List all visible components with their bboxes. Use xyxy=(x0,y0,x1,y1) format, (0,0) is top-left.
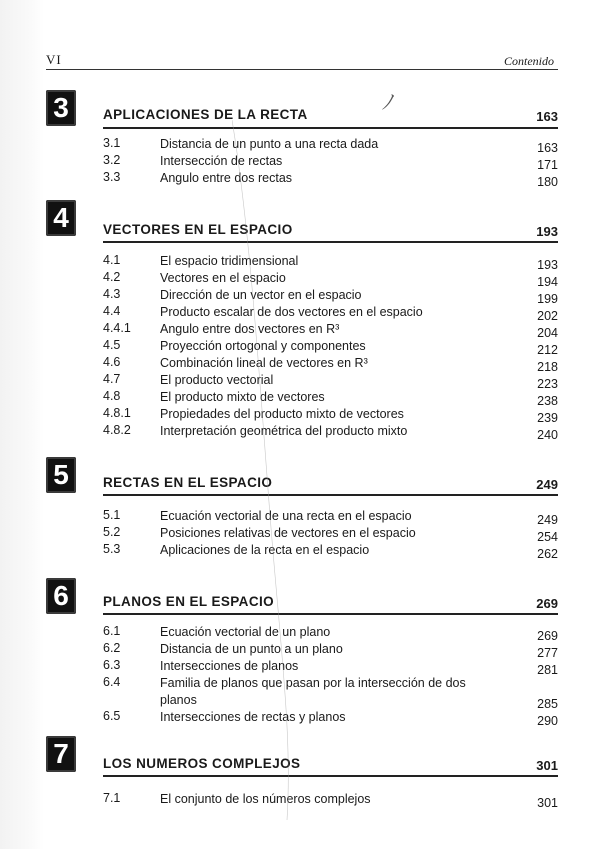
entry-number: 6.2 xyxy=(103,641,121,655)
entry-number: 4.7 xyxy=(103,372,121,386)
entry-title: Dirección de un vector en el espacio xyxy=(160,288,362,302)
entry-page: 212 xyxy=(537,343,558,357)
chapter-page: 269 xyxy=(536,596,558,611)
toc-entry[interactable] xyxy=(103,709,558,726)
toc-entry[interactable] xyxy=(103,658,558,675)
chapter-rule xyxy=(103,494,558,496)
entry-number: 4.1 xyxy=(103,253,121,267)
entry-page: 281 xyxy=(537,663,558,677)
entry-title: Angulo entre dos vectores en R³ xyxy=(160,322,340,336)
entry-number: 4.3 xyxy=(103,287,121,301)
entry-title: Intersecciones de rectas y planos xyxy=(160,710,346,724)
entry-title: Combinación lineal de vectores en R³ xyxy=(160,356,368,370)
entry-number: 4.5 xyxy=(103,338,121,352)
chapter-number-badge: 6 xyxy=(46,578,76,614)
chapter-rule xyxy=(103,775,558,777)
entry-number: 4.6 xyxy=(103,355,121,369)
entry-title: Familia de planos que pasan por la intersección de dos planos xyxy=(160,676,466,707)
entry-number: 6.1 xyxy=(103,624,121,638)
entry-number: 5.3 xyxy=(103,542,121,556)
toc-entry[interactable] xyxy=(103,423,558,440)
entry-page: 171 xyxy=(537,158,558,172)
entry-list xyxy=(103,253,558,440)
entry-number: 4.8.2 xyxy=(103,423,131,437)
entry-number: 5.2 xyxy=(103,525,121,539)
entry-number: 4.8.1 xyxy=(103,406,131,420)
entry-list xyxy=(103,508,558,559)
entry-page: 269 xyxy=(537,629,558,643)
toc-entry[interactable] xyxy=(103,641,558,658)
pen-mark: ﾉ xyxy=(382,90,392,114)
toc-entry[interactable] xyxy=(103,253,558,270)
entry-title: El producto mixto de vectores xyxy=(160,390,325,404)
chapter-title: APLICACIONES DE LA RECTA xyxy=(103,107,308,122)
entry-page: 277 xyxy=(537,646,558,660)
entry-list xyxy=(103,136,558,187)
page-number-header: VI xyxy=(46,52,62,67)
toc-entry[interactable] xyxy=(103,624,558,641)
entry-title: Vectores en el espacio xyxy=(160,271,286,285)
toc-entry[interactable] xyxy=(103,525,558,542)
entry-title: Ecuación vectorial de un plano xyxy=(160,625,331,639)
chapter-page: 249 xyxy=(536,477,558,492)
chapter-number-badge: 7 xyxy=(46,736,76,772)
toc-entry[interactable] xyxy=(103,136,558,153)
chapter-title: VECTORES EN EL ESPACIO xyxy=(103,222,293,237)
chapter-number-badge: 3 xyxy=(46,90,76,126)
chapter-page: 163 xyxy=(536,109,558,124)
entry-page: 301 xyxy=(537,796,558,810)
header-divider xyxy=(46,69,558,70)
entry-number: 3.1 xyxy=(103,136,121,150)
entry-page: 254 xyxy=(537,530,558,544)
chapter-title: PLANOS EN EL ESPACIO xyxy=(103,594,275,609)
entry-number: 5.1 xyxy=(103,508,121,522)
entry-page: 238 xyxy=(537,394,558,408)
entry-page: 204 xyxy=(537,326,558,340)
entry-title: Aplicaciones de la recta en el espacio xyxy=(160,543,370,557)
chapter-rule xyxy=(103,241,558,243)
toc-entry[interactable] xyxy=(103,355,558,372)
toc-entry[interactable] xyxy=(103,791,558,808)
entry-number: 3.2 xyxy=(103,153,121,167)
entry-number: 3.3 xyxy=(103,170,121,184)
entry-page: 202 xyxy=(537,309,558,323)
chapter-title: RECTAS EN EL ESPACIO xyxy=(103,475,273,490)
entry-number: 4.2 xyxy=(103,270,121,284)
toc-entry[interactable] xyxy=(103,170,558,187)
chapter-title: LOS NUMEROS COMPLEJOS xyxy=(103,756,301,771)
entry-page: 290 xyxy=(537,714,558,728)
entry-list xyxy=(103,791,558,808)
entry-page: 199 xyxy=(537,292,558,306)
toc-entry[interactable] xyxy=(103,338,558,355)
chapter-number-badge: 5 xyxy=(46,457,76,493)
entry-number: 4.4.1 xyxy=(103,321,131,335)
entry-page: 223 xyxy=(537,377,558,391)
entry-number: 6.3 xyxy=(103,658,121,672)
chapter-page: 301 xyxy=(536,758,558,773)
entry-page: 240 xyxy=(537,428,558,442)
entry-page: 194 xyxy=(537,275,558,289)
entry-title: Producto escalar de dos vectores en el espacio xyxy=(160,305,423,319)
toc-entry[interactable] xyxy=(103,287,558,304)
entry-title: Posiciones relativas de vectores en el espacio xyxy=(160,526,416,540)
entry-title: Angulo entre dos rectas xyxy=(160,171,293,185)
chapter-number-badge: 4 xyxy=(46,200,76,236)
toc-entry[interactable] xyxy=(103,508,558,525)
toc-entry[interactable] xyxy=(103,270,558,287)
entry-title: Interpretación geométrica del producto mixto xyxy=(160,424,408,438)
chapter-rule xyxy=(103,613,558,615)
entry-page: 180 xyxy=(537,175,558,189)
page-crease xyxy=(232,120,312,820)
entry-page: 262 xyxy=(537,547,558,561)
toc-entry[interactable] xyxy=(103,372,558,389)
entry-page: 218 xyxy=(537,360,558,374)
entry-list xyxy=(103,624,558,726)
entry-title: Ecuación vectorial de una recta en el espacio xyxy=(160,509,412,523)
entry-page: 193 xyxy=(537,258,558,272)
toc-entry[interactable] xyxy=(103,304,558,321)
entry-page: 285 xyxy=(537,697,558,711)
entry-number: 7.1 xyxy=(103,791,121,805)
entry-number: 4.4 xyxy=(103,304,121,318)
toc-entry[interactable] xyxy=(103,389,558,406)
toc-entry[interactable] xyxy=(103,542,558,559)
toc-entry[interactable] xyxy=(103,153,558,170)
entry-title: Intersecciones de planos xyxy=(160,659,299,673)
scan-shadow xyxy=(0,0,44,849)
entry-title: Intersección de rectas xyxy=(160,154,283,168)
entry-title: Propiedades del producto mixto de vectores xyxy=(160,407,404,421)
chapter-rule xyxy=(103,127,558,129)
entry-title: Proyección ortogonal y componentes xyxy=(160,339,366,353)
entry-number: 6.5 xyxy=(103,709,121,723)
entry-title: El conjunto de los números complejos xyxy=(160,792,371,806)
toc-entry[interactable] xyxy=(103,675,558,709)
entry-page: 249 xyxy=(537,513,558,527)
chapter-page: 193 xyxy=(536,224,558,239)
entry-number: 4.8 xyxy=(103,389,121,403)
toc-entry[interactable] xyxy=(103,406,558,423)
entry-title: El producto vectorial xyxy=(160,373,274,387)
section-header: Contenido xyxy=(504,54,554,68)
entry-number: 6.4 xyxy=(103,675,121,689)
entry-title: Distancia de un punto a una recta dada xyxy=(160,137,379,151)
entry-page: 239 xyxy=(537,411,558,425)
entry-page: 163 xyxy=(537,141,558,155)
toc-entry[interactable] xyxy=(103,321,558,338)
entry-title: El espacio tridimensional xyxy=(160,254,299,268)
entry-title: Distancia de un punto a un plano xyxy=(160,642,343,656)
